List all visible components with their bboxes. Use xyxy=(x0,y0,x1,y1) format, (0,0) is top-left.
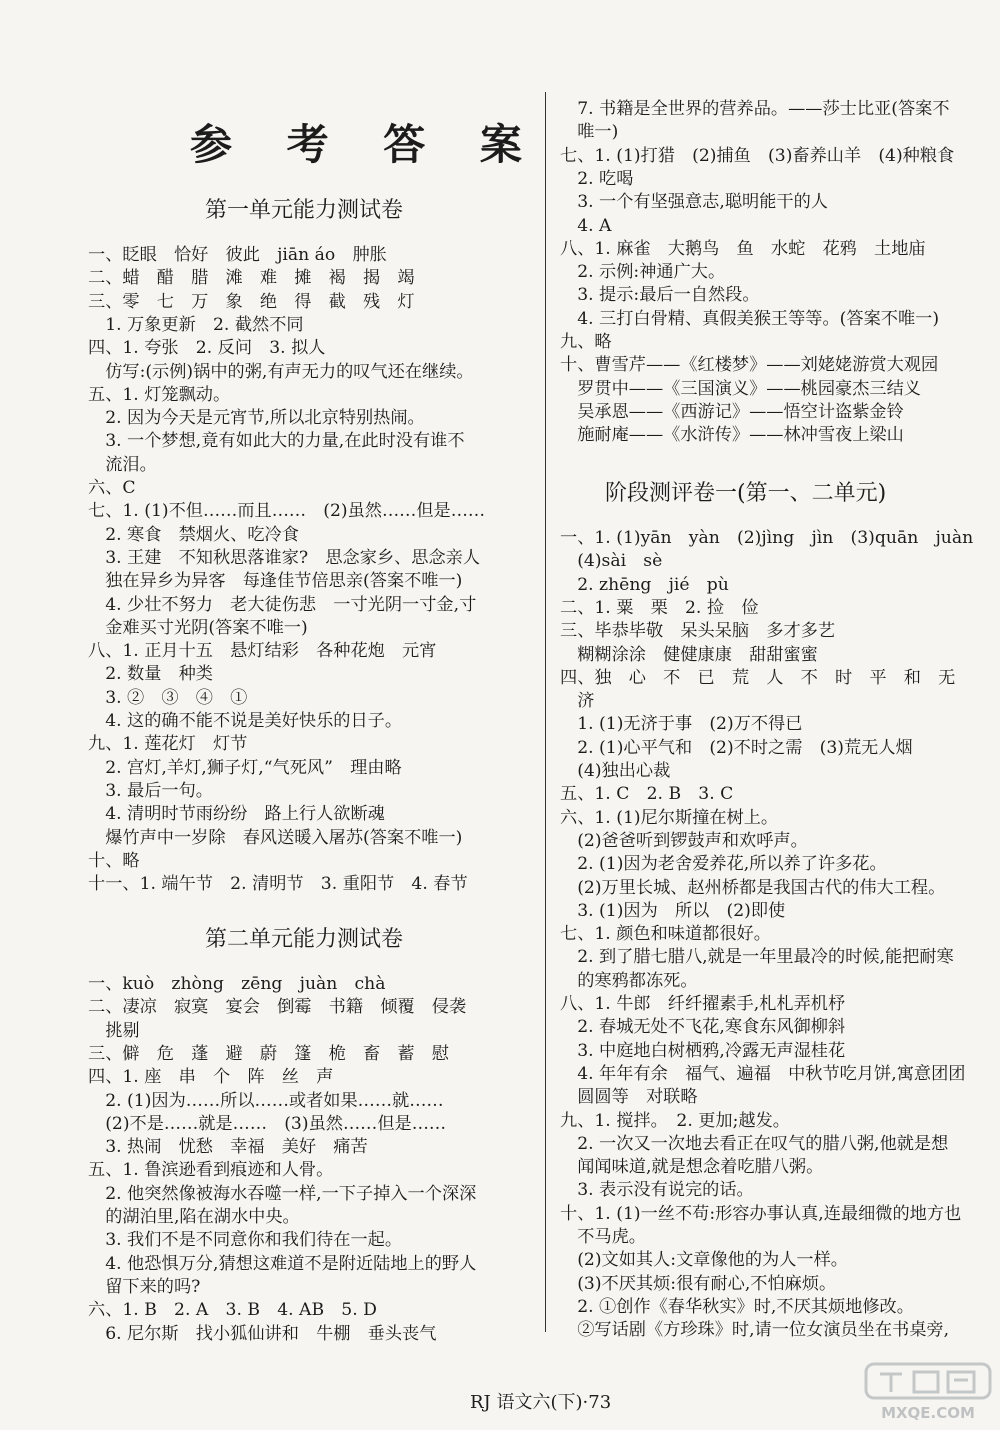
answer-line: 一、1. (1)yān yàn (2)jìng jìn (3)quān juàn xyxy=(560,528,974,548)
answer-line: 3. 最后一句。 xyxy=(88,780,213,801)
answer-line: 八、1. 牛郎 纤纤擢素手,札札弄机杼 xyxy=(560,994,846,1014)
answer-line: 七、1. 颜色和味道都很好。 xyxy=(560,924,771,945)
answer-line: 留下来的吗? xyxy=(88,1276,201,1297)
answer-line: 3. 表示没有说完的话。 xyxy=(560,1180,754,1201)
answer-line: 2. (1)因为……所以……或者如果……就…… xyxy=(88,1090,444,1111)
watermark-logo xyxy=(862,1360,994,1426)
column-divider xyxy=(545,92,546,1332)
answer-line: 1. 万象更新 2. 截然不同 xyxy=(88,314,304,335)
answer-line: 2. (1)因为老舍爱养花,所以养了许多花。 xyxy=(560,854,887,875)
answer-line: 2. 他突然像被海水吞噬一样,一下子掉入一个深深 xyxy=(88,1183,477,1204)
answer-line: 五、1. 鲁滨逊看到痕迹和人骨。 xyxy=(88,1160,334,1181)
answer-line: (2)文如其人:文章像他的为人一样。 xyxy=(560,1250,848,1271)
answer-line: 2. 宫灯,羊灯,狮子灯,“气死风” 理由略 xyxy=(88,757,402,778)
answer-line: 十、曹雪芹——《红楼梦》——刘姥姥游赏大观园 xyxy=(560,355,939,376)
answer-line: 十一、1. 端午节 2. 清明节 3. 重阳节 4. 春节 xyxy=(88,874,468,895)
answer-line: 一、kuò zhòng zēng juàn chà xyxy=(88,974,386,994)
answer-line: 2. zhēng jié pù xyxy=(560,574,729,595)
answer-line: 六、1. (1)尼尔斯撞在树上。 xyxy=(560,807,779,828)
answer-line: 闻闻味道,就是想念着吃腊八粥。 xyxy=(560,1157,824,1178)
answer-line: 罗贯中——《三国演义》——桃园豪杰三结义 xyxy=(560,378,921,399)
answer-line: 三、僻 危 蓬 避 蔚 篷 桅 畜 蓄 慰 xyxy=(88,1043,449,1064)
answer-line: (2)万里长城、赵州桥都是我国古代的伟大工程。 xyxy=(560,877,946,898)
answer-line: 糊糊涂涂 健健康康 甜甜蜜蜜 xyxy=(560,644,818,665)
answer-line: 2. 一次又一次地去看正在叹气的腊八粥,他就是想 xyxy=(560,1133,949,1154)
answer-line: 济 xyxy=(560,691,595,712)
answer-line: (2)爸爸听到锣鼓声和欢呼声。 xyxy=(560,830,808,851)
answer-line: 五、1. C 2. B 3. C xyxy=(560,784,734,805)
answer-line: 2. (1)心平气和 (2)不时之需 (3)荒无人烟 xyxy=(560,737,913,758)
answer-line: 3. 热闹 忧愁 幸福 美好 痛苦 xyxy=(88,1137,368,1158)
answer-line: 2. 因为今天是元宵节,所以北京特别热闹。 xyxy=(88,408,425,429)
answer-line: ②写话剧《方珍珠》时,请一位女演员坐在书桌旁, xyxy=(560,1320,950,1341)
answer-line: (2)不是……就是…… (3)虽然……但是…… xyxy=(88,1113,447,1134)
answer-line: 四、独 心 不 已 荒 人 不 时 平 和 无 xyxy=(560,667,956,688)
answer-line: 4. 清明时节雨纷纷 路上行人欲断魂 xyxy=(88,804,385,825)
answer-line: 施耐庵——《水浒传》——林冲雪夜上梁山 xyxy=(560,425,904,446)
answer-line: 九、1. 莲花灯 灯节 xyxy=(88,734,248,755)
answer-line: (4)sài sè xyxy=(560,551,663,572)
answer-line: 金难买寸光阴(答案不唯一) xyxy=(88,617,308,638)
answer-line: 2. 寒食 禁烟火、吃冷食 xyxy=(88,524,299,545)
answer-line: (4)独出心裁 xyxy=(560,761,671,781)
answer-line: 爆竹声中一岁除 春风送暖入屠苏(答案不唯一) xyxy=(88,827,463,848)
answer-line: 3. 王建 不知秋思落谁家? 思念家乡、思念亲人 xyxy=(88,547,481,568)
answer-line: 吴承恩——《西游记》——悟空计盗紫金铃 xyxy=(560,401,904,422)
answer-line: 4. 少壮不努力 老大徒伤悲 一寸光阴一寸金,寸 xyxy=(88,594,477,615)
answer-line: 仿写:(示例)锅中的粥,有声无力的叹气还在继续。 xyxy=(88,361,474,382)
answer-line: 1. (1)无济于事 (2)万不得已 xyxy=(560,714,803,735)
answer-line: 四、1. 夸张 2. 反问 3. 拟人 xyxy=(88,338,326,359)
answer-line: 3. 中庭地白树栖鸦,冷露无声湿桂花 xyxy=(560,1040,846,1061)
answer-line: 圆圆等 对联略 xyxy=(560,1087,698,1108)
answer-line: 2. 吃喝 xyxy=(560,168,634,189)
answer-line: 3. ② ③ ④ ① xyxy=(88,687,248,708)
answer-line: 十、略 xyxy=(88,850,140,871)
answer-line: 七、1. (1)打猎 (2)捕鱼 (3)畜养山羊 (4)种粮食 xyxy=(560,145,955,166)
answer-line: 3. 我们不是不同意你和我们待在一起。 xyxy=(88,1230,403,1251)
answer-line: 4. 三打白骨精、真假美猴王等等。(答案不唯一) xyxy=(560,308,940,329)
answer-line: 挑剔 xyxy=(88,1020,140,1041)
answer-line: 八、1. 麻雀 大鹅鸟 鱼 水蛇 花鸦 土地庙 xyxy=(560,238,926,259)
answer-line: 九、1. 搅拌。 2. 更加;越发。 xyxy=(560,1110,790,1131)
answer-line: 六、1. B 2. A 3. B 4. AB 5. D xyxy=(88,1300,377,1321)
answer-line: 二、蜡 醋 腊 滩 难 摊 褐 揭 竭 xyxy=(88,268,415,289)
answer-line: 流泪。 xyxy=(88,454,157,475)
answer-line: 3. 一个梦想,竟有如此大的力量,在此时没有谁不 xyxy=(88,431,465,452)
section-title-unit-2: 第二单元能力测试卷 xyxy=(205,927,404,952)
answer-line: 2. 示例:神通广大。 xyxy=(560,262,726,283)
svg-text:MXQE.COM: MXQE.COM xyxy=(881,1404,975,1422)
answer-line: 唯一) xyxy=(560,122,619,143)
answer-line: 7. 书籍是全世界的营养品。——莎士比亚(答案不 xyxy=(560,99,950,119)
answer-line: 3. 一个有坚强意志,聪明能干的人 xyxy=(560,192,828,213)
answer-line: 四、1. 座 串 个 阵 丝 声 xyxy=(88,1067,334,1088)
answer-line: 4. 年年有余 福气、遍福 中秋节吃月饼,寓意团团 xyxy=(560,1063,966,1084)
page-title: 参 考 答 案 xyxy=(190,120,542,169)
answer-line: 2. 到了腊七腊八,就是一年里最冷的时候,能把耐寒 xyxy=(560,947,954,968)
answer-line: 4. 他恐惧万分,猜想这难道不是附近陆地上的野人 xyxy=(88,1253,477,1274)
answer-line: 3. 提示:最后一自然段。 xyxy=(560,285,760,306)
section-title-stage-test-1: 阶段测评卷一(第一、二单元) xyxy=(605,481,887,506)
answer-line: (3)不厌其烦:很有耐心,不怕麻烦。 xyxy=(560,1273,837,1294)
answer-line: 一、眨眼 恰好 彼此 jiān áo 肿胀 xyxy=(88,245,387,265)
answer-line: 六、C xyxy=(88,478,136,498)
answer-line: 三、零 七 万 象 绝 得 截 残 灯 xyxy=(88,291,415,312)
answer-line: 4. 这的确不能不说是美好快乐的日子。 xyxy=(88,711,403,731)
page-footer: RJ 语文六(下)·73 xyxy=(470,1392,612,1413)
answer-line: 七、1. (1)不但……而且…… (2)虽然……但是…… xyxy=(88,501,486,522)
answer-line: 五、1. 灯笼飘动。 xyxy=(88,384,231,405)
answer-line: 2. 春城无处不飞花,寒食东风御柳斜 xyxy=(560,1017,846,1038)
answer-line: 十、1. (1)一丝不苟:形容办事认真,连最细微的地方也 xyxy=(560,1203,962,1224)
answer-line: 二、1. 粟 栗 2. 捡 俭 xyxy=(560,597,759,618)
answer-line: 6. 尼尔斯 找小狐仙讲和 牛棚 垂头丧气 xyxy=(88,1323,437,1344)
answer-line: 八、1. 正月十五 悬灯结彩 各种花炮 元宵 xyxy=(88,641,437,662)
answer-line: 3. (1)因为 所以 (2)即使 xyxy=(560,900,786,921)
answer-line: 独在异乡为异客 每逢佳节倍思亲(答案不唯一) xyxy=(88,571,463,592)
answer-line: 的寒鸦都冻死。 xyxy=(560,970,698,991)
answer-line: 三、毕恭毕敬 呆头呆脑 多才多艺 xyxy=(560,621,836,642)
answer-line: 二、凄凉 寂寞 宴会 倒霉 书籍 倾覆 侵袭 xyxy=(88,997,467,1018)
answer-line: 2. 数量 种类 xyxy=(88,664,213,685)
section-title-unit-1: 第一单元能力测试卷 xyxy=(205,198,404,223)
answer-line: 的湖泊里,陷在湖水中央。 xyxy=(88,1207,300,1227)
answer-line: 2. ①创作《春华秋实》时,不厌其烦地修改。 xyxy=(560,1296,914,1317)
answer-line: 九、略 xyxy=(560,332,612,352)
answer-line: 不马虎。 xyxy=(560,1227,646,1247)
answer-line: 4. A xyxy=(560,215,612,236)
